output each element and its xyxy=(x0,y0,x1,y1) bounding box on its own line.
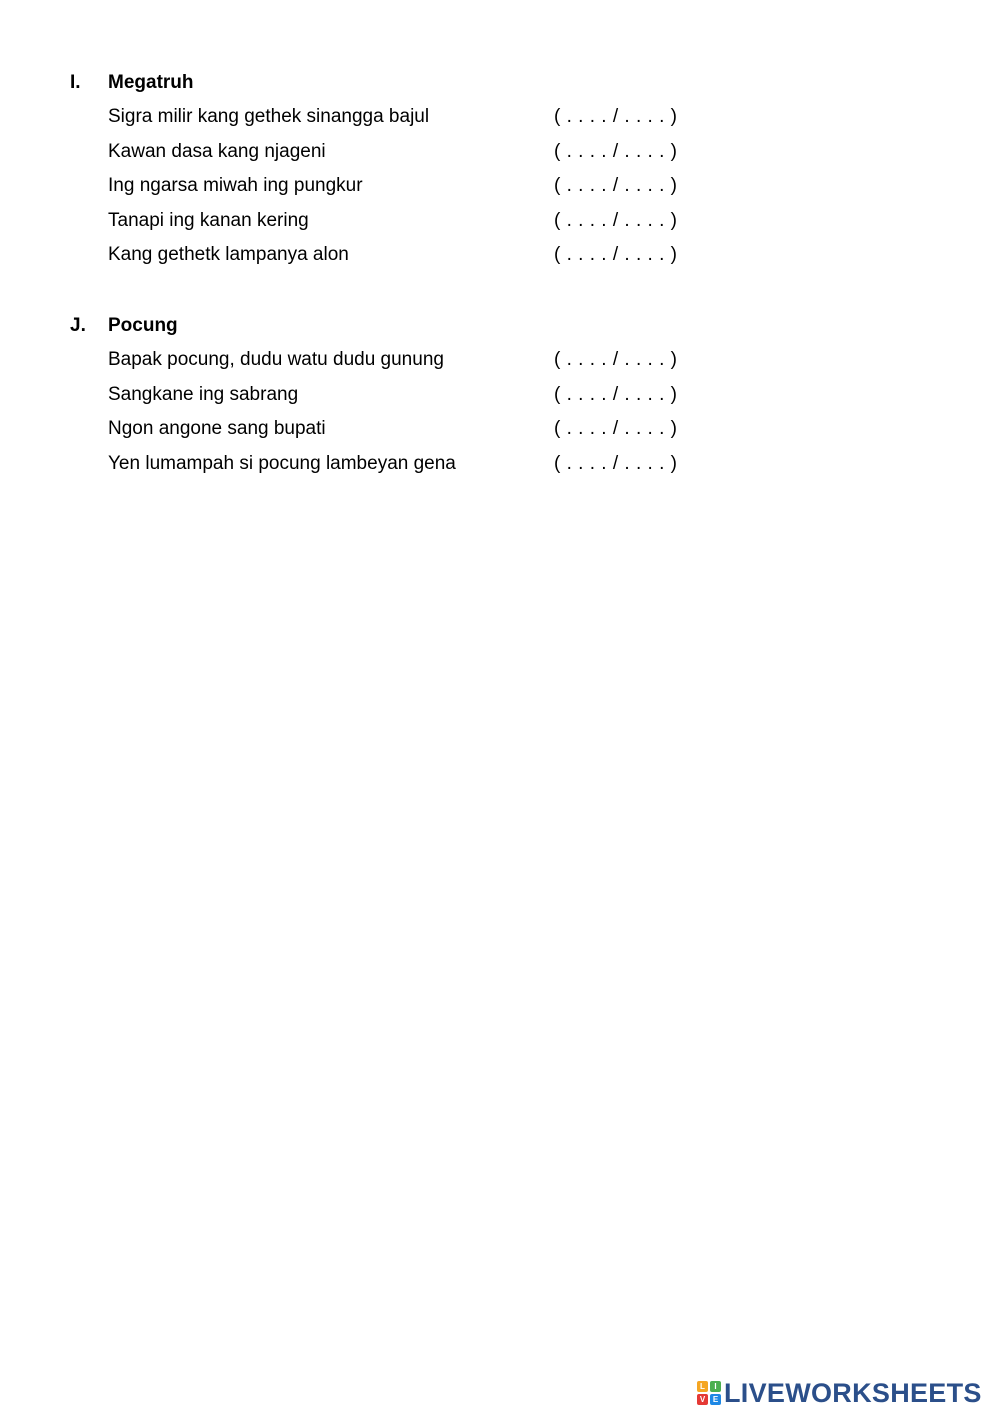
section-letter: J. xyxy=(70,315,86,336)
section-pocung xyxy=(70,309,770,481)
answer-blank[interactable]: ( . . . . / . . . . ) xyxy=(554,452,678,474)
verse-text: Bapak pocung, dudu watu dudu gunung xyxy=(108,349,444,370)
verse-text: Ing ngarsa miwah ing pungkur xyxy=(108,175,363,197)
answer-blank[interactable]: ( . . . . / . . . . ) xyxy=(554,175,678,197)
liveworksheets-logo xyxy=(697,1377,982,1409)
verse-text: Kang gethetk lampanya alon xyxy=(108,244,349,266)
verse-line xyxy=(70,343,770,378)
verse-text: Kawan dasa kang njageni xyxy=(108,140,326,162)
section-heading xyxy=(70,66,770,100)
verse-text: Yen lumampah si pocung lambeyan gena xyxy=(108,452,456,474)
answer-blank[interactable]: ( . . . . / . . . . ) xyxy=(554,106,678,127)
verse-line xyxy=(70,135,770,170)
section-title: Pocung xyxy=(108,315,178,336)
answer-blank[interactable]: ( . . . . / . . . . ) xyxy=(554,209,678,231)
verse-text: Ngon angone sang bupati xyxy=(108,418,326,440)
verse-line xyxy=(70,378,770,413)
answer-blank[interactable]: ( . . . . / . . . . ) xyxy=(554,383,678,405)
answer-blank[interactable]: ( . . . . / . . . . ) xyxy=(554,418,678,440)
logo-icon-cell: I xyxy=(710,1381,721,1392)
verse-line xyxy=(70,412,770,447)
logo-wordmark: LIVEWORKSHEETS xyxy=(724,1377,982,1408)
section-megatruh xyxy=(70,66,770,273)
answer-blank[interactable]: ( . . . . / . . . . ) xyxy=(554,140,678,162)
section-title: Megatruh xyxy=(108,72,194,93)
section-letter: I. xyxy=(70,72,81,93)
logo-icon-cell: E xyxy=(710,1394,721,1405)
verse-text: Sangkane ing sabrang xyxy=(108,383,299,405)
verse-line xyxy=(70,169,770,204)
verse-line xyxy=(70,100,770,135)
verse-line xyxy=(70,447,770,482)
verse-line xyxy=(70,204,770,239)
logo-icon-cell: L xyxy=(697,1381,708,1392)
verse-text: Sigra milir kang gethek sinangga bajul xyxy=(108,106,430,127)
verse-text: Tanapi ing kanan kering xyxy=(108,209,309,231)
verse-line xyxy=(70,238,770,273)
liveworksheets-logo-icon xyxy=(697,1381,721,1405)
answer-blank[interactable]: ( . . . . / . . . . ) xyxy=(554,349,678,370)
answer-blank[interactable]: ( . . . . / . . . . ) xyxy=(554,244,678,266)
logo-icon-cell: V xyxy=(697,1394,708,1405)
section-heading xyxy=(70,309,770,343)
